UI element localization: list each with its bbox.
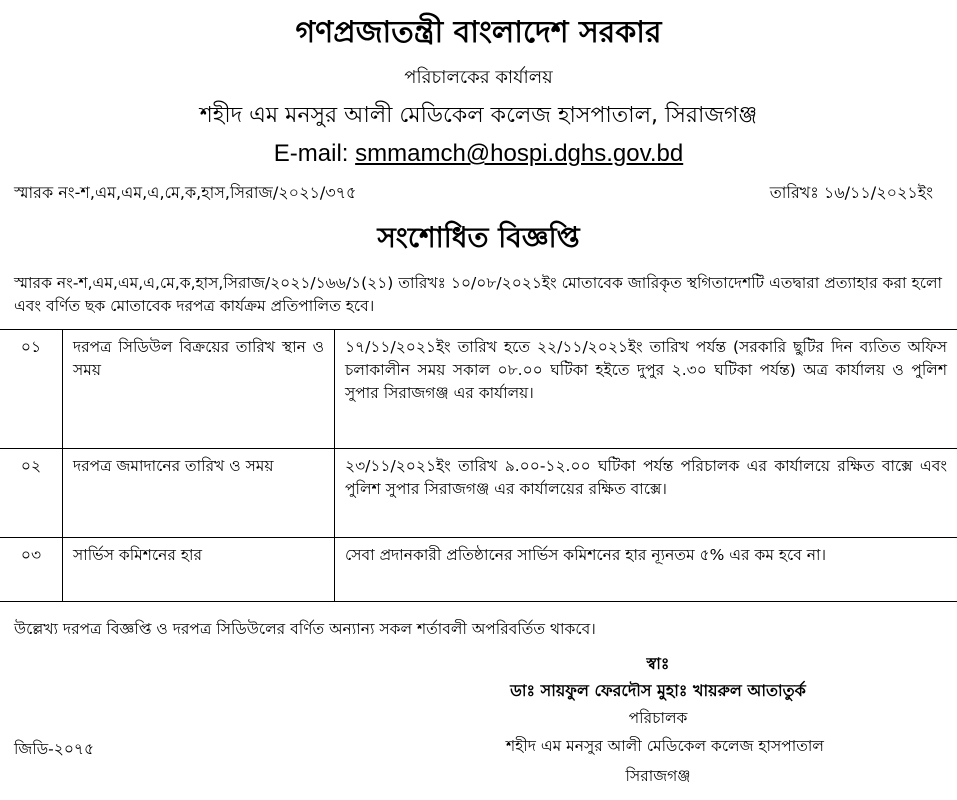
row-number: ০১ bbox=[0, 330, 63, 449]
memo-number: স্মারক নং-শ,এম,এম,এ,মে,ক,হাস,সিরাজ/২০২১/৩৭৫ bbox=[14, 183, 357, 202]
table-row bbox=[0, 330, 957, 449]
row-number: ০২ bbox=[0, 449, 63, 538]
table-row bbox=[0, 449, 957, 538]
hospital-heading: শহীদ এম মনসুর আলী মেডিকেল কলেজ হাসপাতাল, সিরাজগঞ্জ bbox=[199, 103, 758, 128]
email-label: E-mail: bbox=[273, 140, 356, 167]
signatory-institution: শহীদ এম মনসুর আলী মেডিকেল কলেজ হাসপাতাল bbox=[506, 737, 824, 755]
government-heading: গণপ্রজাতন্ত্রী বাংলাদেশ সরকার bbox=[295, 15, 662, 50]
row-item: দরপত্র সিডিউল বিক্রয়ের তারিখ স্থান ও সময় bbox=[63, 330, 335, 449]
table-row bbox=[0, 538, 957, 602]
row-detail: সেবা প্রদানকারী প্রতিষ্ঠানের সার্ভিস কমিশনের হার ন্যূনতম ৫% এর কম হবে না। bbox=[335, 538, 957, 602]
notice-title: সংশোধিত বিজ্ঞপ্তি bbox=[377, 221, 580, 254]
signatory-name: ডাঃ সায়ফুল ফেরদৌস মুহাঃ খায়রুল আতাতুর্ক bbox=[510, 681, 806, 700]
email-link[interactable]: smmamch@hospi.dghs.gov.bd bbox=[355, 140, 684, 167]
footer-note: উল্লেখ্য দরপত্র বিজ্ঞপ্তি ও দরপত্র সিডিউলের বর্ণিত অন্যান্য সকল শর্তাবলী অপরিবর্তিত থাকবে। bbox=[14, 620, 596, 638]
email-line bbox=[0, 140, 957, 168]
schedule-table bbox=[0, 329, 957, 602]
memo-date: তারিখঃ ১৬/১১/২০২১ইং bbox=[769, 183, 933, 202]
gd-number: জিডি-২০৭৫ bbox=[14, 740, 95, 758]
row-item: সার্ভিস কমিশনের হার bbox=[63, 538, 335, 602]
signatory-role: পরিচালক bbox=[628, 709, 688, 727]
row-detail: ১৭/১১/২০২১ইং তারিখ হতে ২২/১১/২০২১ইং তারিখ পর্যন্ত (সরকারি ছুটির দিন ব্যতিত অফিস চলাকালীন সময় সকাল ০৮.০০ ঘটিকা হইতে দুপুর ২.৩০ ঘটিকা পর্যন্ত) অত্র কার্যালয় ও পুলিশ সুপার সিরাজগঞ্জ এর কার্যালয়। bbox=[335, 330, 957, 449]
row-detail: ২৩/১১/২০২১ইং তারিখ ৯.০০-১২.০০ ঘটিকা পর্যন্ত পরিচালক এর কার্যালয়ে রক্ষিত বাক্সে এবং পুলিশ সুপার সিরাজগঞ্জ এর কার্যালয়ের রক্ষিত বাক্সে। bbox=[335, 449, 957, 538]
signatory-city: সিরাজগঞ্জ bbox=[625, 767, 691, 785]
row-item: দরপত্র জমাদানের তারিখ ও সময় bbox=[63, 449, 335, 538]
row-number: ০৩ bbox=[0, 538, 63, 602]
signature-mark: স্বাঃ bbox=[646, 654, 670, 673]
office-heading: পরিচালকের কার্যালয় bbox=[404, 67, 553, 88]
notice-intro: স্মারক নং-শ,এম,এম,এ,মে,ক,হাস,সিরাজ/২০২১/১৬৬/১(২১) তারিখঃ ১০/০৮/২০২১ইং মোতাবেক জারিকৃত স্থগিতাদেশটি এতদ্বারা প্রত্যাহার করা হলো এবং বর্ণিত ছক মোতাবেক দরপত্র কার্যক্রম প্রতিপালিত হবে। bbox=[14, 274, 942, 315]
